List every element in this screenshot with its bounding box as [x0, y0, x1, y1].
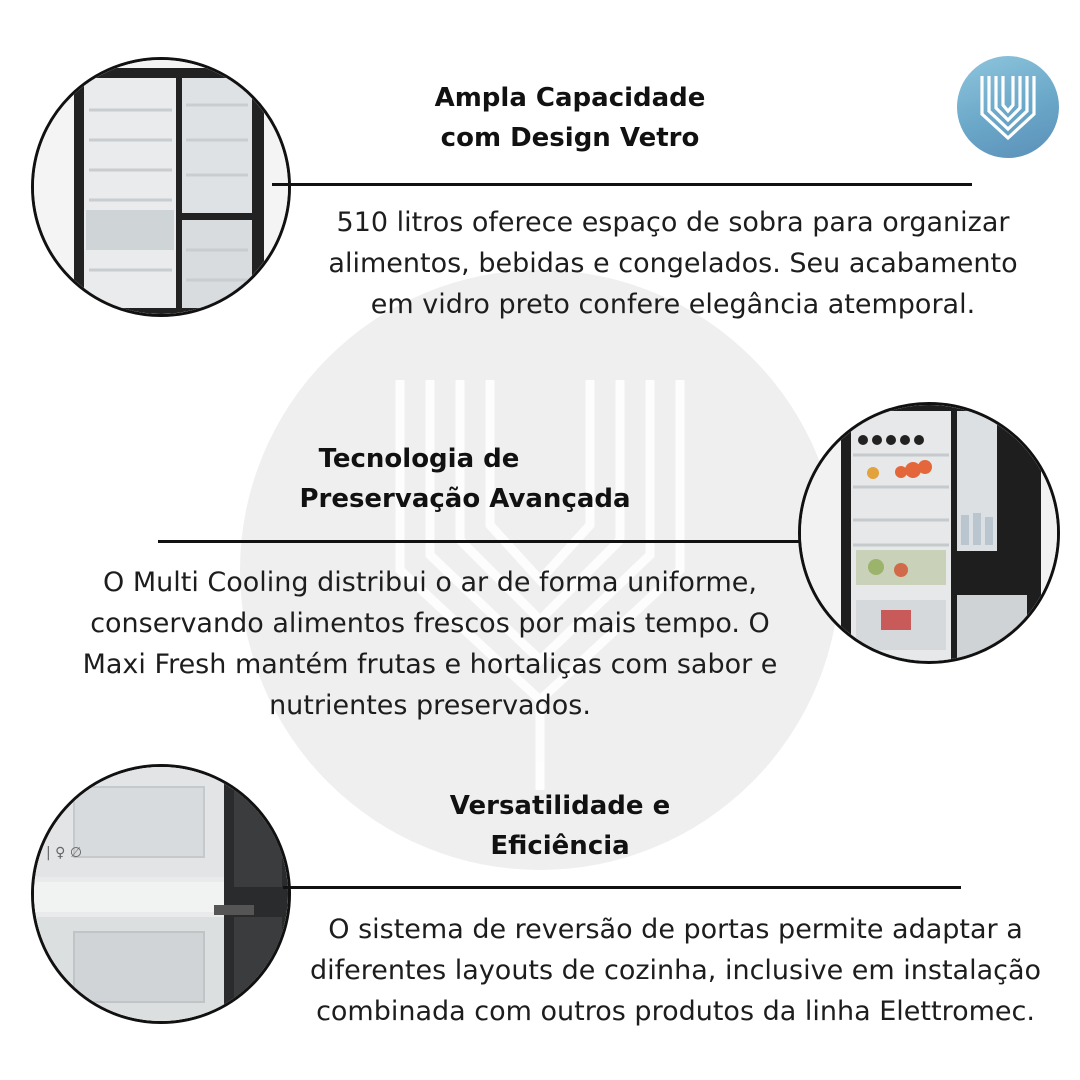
- section-1-description-line: 510 litros oferece espaço de sobra para organizar: [336, 207, 1010, 238]
- section-2-heading: [275, 439, 655, 519]
- section-3-description-line: O sistema de reversão de portas permite adaptar a: [328, 914, 1023, 945]
- section-2-description: [55, 562, 805, 726]
- section-2-description-line: conservando alimentos frescos por mais tempo. O: [90, 608, 770, 639]
- section-3-heading-line-1: Versatilidade e: [449, 791, 671, 821]
- section-2-description-line: nutrientes preservados.: [269, 690, 591, 721]
- refrigerator-door-hinge-image: [31, 764, 291, 1024]
- section-1-heading-line-1: Ampla Capacidade: [434, 83, 706, 113]
- section-1-heading: [395, 78, 745, 158]
- section-3-divider: [283, 886, 961, 889]
- refrigerator-open-full-image: [798, 402, 1060, 664]
- section-3-heading: [395, 786, 725, 866]
- section-3-description-line: combinada com outros produtos da linha Elettromec.: [316, 996, 1035, 1027]
- section-3-heading-line-2: Eficiência: [490, 831, 630, 861]
- section-2-divider: [158, 540, 800, 543]
- section-1-description-line: em vidro preto confere elegância atemporal.: [370, 289, 976, 320]
- brand-logo: [957, 56, 1059, 158]
- section-2-heading-line-1: Tecnologia de: [318, 444, 520, 474]
- section-2-description-line: Maxi Fresh mantém frutas e hortaliças com sabor e: [82, 649, 778, 680]
- refrigerator-open-full-icon: [801, 405, 1057, 661]
- section-1-heading-line-2: com Design Vetro: [440, 123, 700, 153]
- section-3-description: [283, 909, 1068, 1032]
- section-2-heading-line-2: Preservação Avançada: [299, 484, 631, 514]
- section-3-description-line: diferentes layouts de cozinha, inclusive em instalação: [309, 955, 1042, 986]
- elettromec-logo-icon: [957, 56, 1059, 158]
- section-1-description: [298, 202, 1048, 325]
- refrigerator-open-empty-image: [31, 57, 291, 317]
- section-1-divider: [272, 183, 972, 186]
- refrigerator-door-hinge-closeup-icon: [34, 767, 288, 1021]
- section-2-description-line: O Multi Cooling distribui o ar de forma uniforme,: [103, 567, 757, 598]
- svg-text:| ♀ ∅: | ♀ ∅: [46, 845, 83, 861]
- refrigerator-open-empty-icon: [34, 60, 288, 314]
- section-1-description-line: alimentos, bebidas e congelados. Seu acabamento: [328, 248, 1018, 279]
